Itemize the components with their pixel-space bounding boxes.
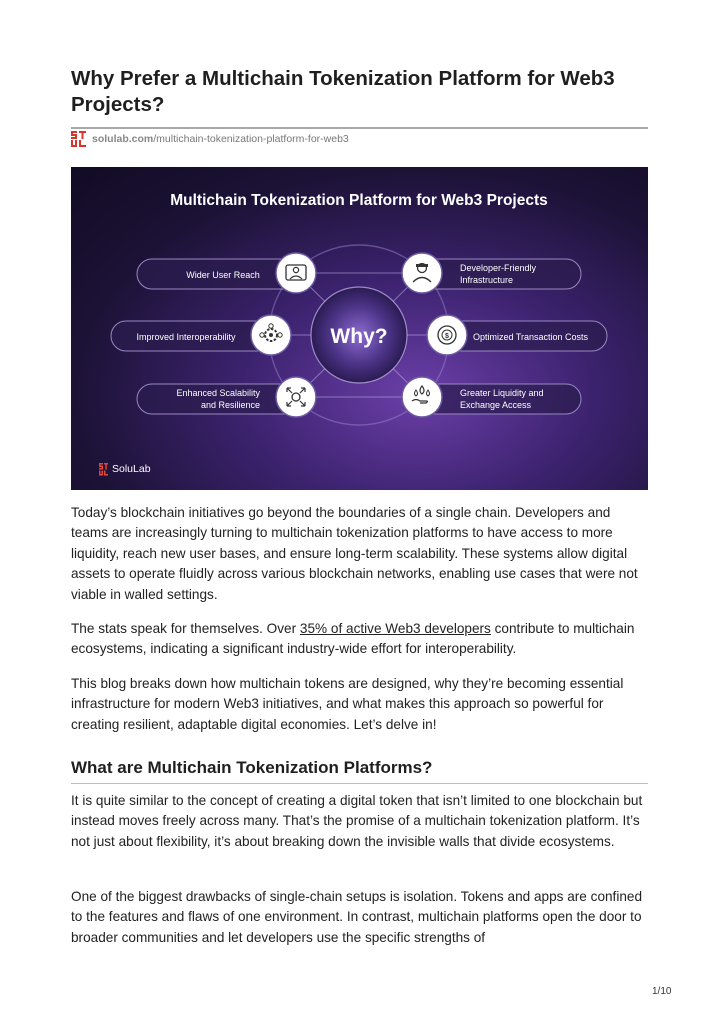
intro-p2-before: The stats speak for themselves. Over (71, 621, 300, 636)
hero-left-item-3-line2: and Resilience (200, 400, 260, 410)
intro-paragraph-1: Today’s blockchain initiatives go beyond the boundaries of a single chain. Developers and teams are increasingly turning to multichain tokenization platforms to have access to more liquidity, reach new user bases, and ensure long-term scalability. These systems allow digital assets to operate fluidly across various blockchain networks, enabling use cases that were not viable in walled settings. (71, 505, 638, 602)
hero-brand-name: SoluLab (112, 463, 151, 475)
hero-left-item-1-label: Wider User Reach (186, 270, 260, 280)
section-paragraph-1: It is quite similar to the concept of creating a digital token that isn’t limited to one blockchain but instead moves freely across many. That’s the promise of a multichain tokenization platform. It’s not just about flexibility, it’s about breaking down the invisible walls that divide ecosystems. (71, 793, 643, 849)
hero-right-item-1-line2: Infrastructure (460, 275, 514, 285)
hero-left-item-3-line1: Enhanced Scalability (176, 388, 260, 398)
hero-right-item-1 (421, 259, 581, 289)
interoperability-gears-icon (251, 315, 291, 355)
developer-icon (402, 253, 442, 293)
section-heading: What are Multichain Tokenization Platforms? (71, 758, 433, 777)
hero-brand (99, 463, 151, 476)
intro-paragraph-2 (71, 619, 648, 660)
section-divider (71, 783, 648, 784)
title-divider (71, 127, 648, 129)
section-paragraph-2: One of the biggest drawbacks of single-chain setups is isolation. Tokens and apps are confined to the features and flaws of one environment. In contrast, multichain platforms open the door to broader communities and let developers use the specific strengths of (71, 889, 643, 945)
page-number: 1/10 (652, 986, 672, 997)
source-path[interactable]: /multichain-tokenization-platform-for-web3 (153, 133, 349, 145)
source-domain[interactable]: solulab.com (92, 133, 154, 145)
hero-right-item-3-line1: Greater Liquidity and (460, 388, 544, 398)
hero-right-item-1-line1: Developer-Friendly (460, 263, 537, 273)
hero-heading: Multichain Tokenization Platform for Web3 Projects (170, 192, 548, 209)
hero-left-item-2-label: Improved Interoperability (136, 332, 236, 342)
intro-p2-after: contribute to multichain ecosystems, indicating a significant industry-wide effort for interoperability. (71, 621, 635, 657)
scalability-arrows-icon (276, 377, 316, 417)
source-line (71, 130, 349, 148)
stats-link[interactable]: 35% of active Web3 developers (299, 621, 491, 636)
solulab-brand-icon (99, 463, 108, 476)
article-title: Why Prefer a Multichain Tokenization Platform for Web3 Projects? (71, 67, 615, 116)
user-reach-icon (276, 253, 316, 293)
solulab-logo-icon (71, 131, 86, 147)
hero-center-label: Why? (330, 325, 388, 348)
hero-right-item-2-label: Optimized Transaction Costs (473, 332, 589, 342)
hero-left-item-1 (137, 259, 299, 289)
hero-infographic (71, 167, 648, 490)
hero-left-item-3 (137, 384, 299, 414)
hero-right-item-3 (421, 384, 581, 414)
hero-right-item-3-line2: Exchange Access (460, 400, 532, 410)
svg-text:$: $ (445, 333, 449, 340)
intro-paragraph-3: This blog breaks down how multichain tokens are designed, why they’re becoming essential infrastructure for modern Web3 initiatives, and what makes this approach so powerful for creating resilient, adaptable digital economies. Let’s delve in! (71, 676, 624, 732)
cost-coin-icon (427, 315, 467, 355)
liquidity-hand-icon (402, 377, 442, 417)
